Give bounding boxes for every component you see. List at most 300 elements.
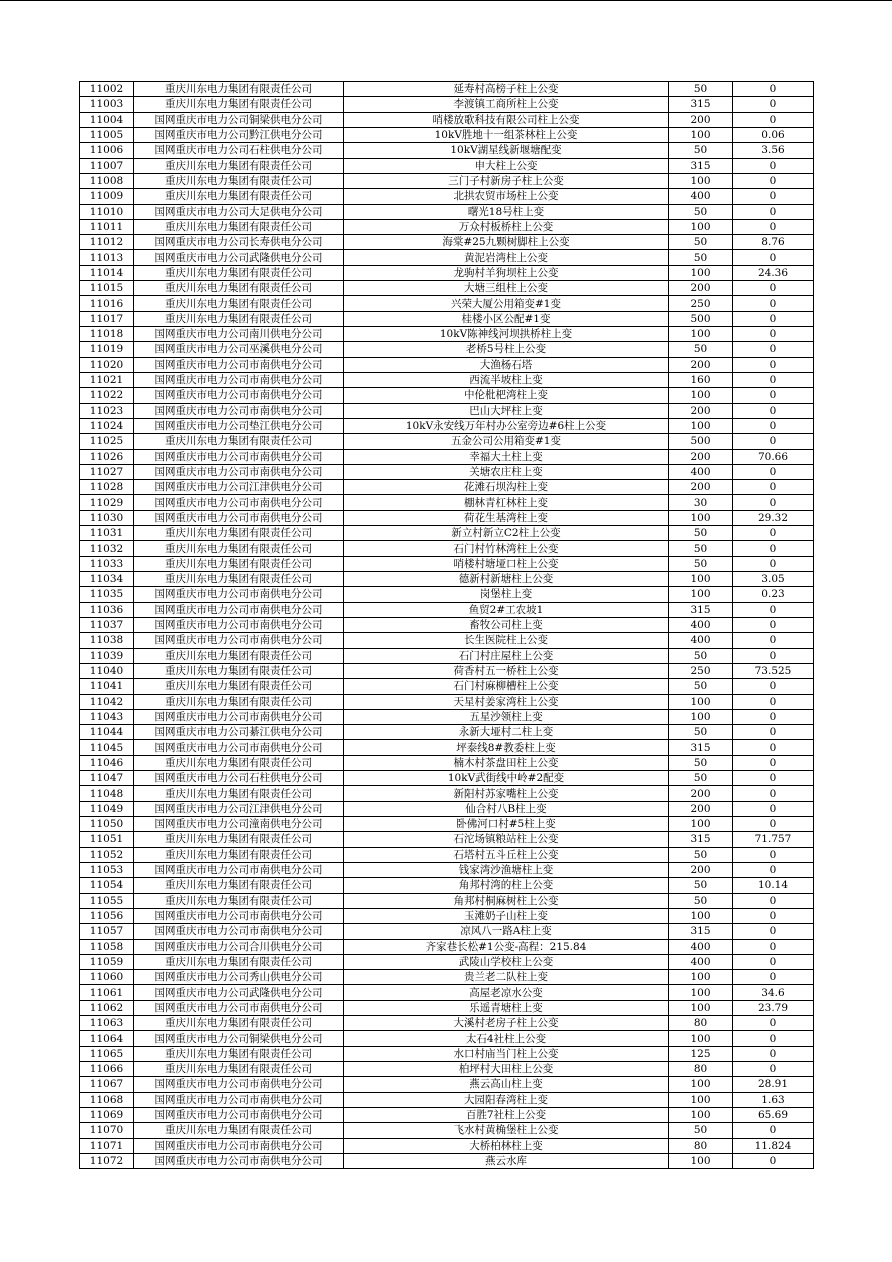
cell-transformer-name: 幸福大土柱上变 bbox=[344, 449, 669, 464]
cell-company: 重庆川东电力集团有限责任公司 bbox=[134, 281, 344, 296]
cell-company: 国网重庆市电力公司市南供电分公司 bbox=[134, 449, 344, 464]
cell-capacity: 200 bbox=[669, 480, 733, 495]
cell-capacity: 400 bbox=[669, 464, 733, 479]
cell-capacity: 315 bbox=[669, 740, 733, 755]
cell-value: 0 bbox=[733, 250, 814, 265]
cell-company: 国网重庆市电力公司市南供电分公司 bbox=[134, 1000, 344, 1015]
cell-id: 11057 bbox=[80, 924, 134, 939]
cell-capacity: 400 bbox=[669, 939, 733, 954]
table-row bbox=[80, 1092, 814, 1107]
cell-company: 国网重庆市电力公司巫溪供电分公司 bbox=[134, 342, 344, 357]
cell-transformer-name: 石门村麻柳槽柱上公变 bbox=[344, 679, 669, 694]
cell-value: 0 bbox=[733, 173, 814, 188]
cell-company: 重庆川东电力集团有限责任公司 bbox=[134, 755, 344, 770]
cell-capacity: 50 bbox=[669, 526, 733, 541]
cell-id: 11049 bbox=[80, 801, 134, 816]
cell-value: 0 bbox=[733, 725, 814, 740]
cell-capacity: 80 bbox=[669, 1062, 733, 1077]
cell-capacity: 160 bbox=[669, 372, 733, 387]
cell-value: 0 bbox=[733, 954, 814, 969]
cell-company: 国网重庆市电力公司合川供电分公司 bbox=[134, 939, 344, 954]
cell-company: 国网重庆市电力公司市南供电分公司 bbox=[134, 740, 344, 755]
cell-id: 11058 bbox=[80, 939, 134, 954]
cell-company: 国网重庆市电力公司武隆供电分公司 bbox=[134, 985, 344, 1000]
cell-capacity: 250 bbox=[669, 296, 733, 311]
table-row bbox=[80, 327, 814, 342]
cell-transformer-name: 天星村姜家湾柱上公变 bbox=[344, 694, 669, 709]
cell-id: 11052 bbox=[80, 847, 134, 862]
cell-capacity: 400 bbox=[669, 617, 733, 632]
cell-value: 29.32 bbox=[733, 510, 814, 525]
cell-id: 11035 bbox=[80, 587, 134, 602]
table-row bbox=[80, 924, 814, 939]
cell-company: 重庆川东电力集团有限责任公司 bbox=[134, 556, 344, 571]
cell-transformer-name: 鱼贸2#工农坡1 bbox=[344, 602, 669, 617]
cell-id: 11012 bbox=[80, 235, 134, 250]
table-row bbox=[80, 954, 814, 969]
cell-value: 0 bbox=[733, 1062, 814, 1077]
cell-value: 73.525 bbox=[733, 663, 814, 678]
table-row bbox=[80, 602, 814, 617]
cell-company: 国网重庆市电力公司秀山供电分公司 bbox=[134, 970, 344, 985]
cell-id: 11051 bbox=[80, 832, 134, 847]
cell-company: 国网重庆市电力公司石柱供电分公司 bbox=[134, 771, 344, 786]
cell-value: 0 bbox=[733, 541, 814, 556]
cell-company: 国网重庆市电力公司市南供电分公司 bbox=[134, 1153, 344, 1168]
cell-capacity: 315 bbox=[669, 924, 733, 939]
cell-value: 0 bbox=[733, 893, 814, 908]
cell-capacity: 50 bbox=[669, 1123, 733, 1138]
cell-company: 国网重庆市电力公司市南供电分公司 bbox=[134, 602, 344, 617]
table-row bbox=[80, 939, 814, 954]
cell-transformer-name: 武陵山学校柱上公变 bbox=[344, 954, 669, 969]
cell-value: 0 bbox=[733, 97, 814, 112]
cell-capacity: 50 bbox=[669, 204, 733, 219]
cell-company: 国网重庆市电力公司市南供电分公司 bbox=[134, 403, 344, 418]
cell-id: 11041 bbox=[80, 679, 134, 694]
cell-value: 0 bbox=[733, 847, 814, 862]
cell-company: 国网重庆市电力公司市南供电分公司 bbox=[134, 709, 344, 724]
cell-capacity: 100 bbox=[669, 572, 733, 587]
table-row bbox=[80, 1107, 814, 1122]
cell-id: 11007 bbox=[80, 158, 134, 173]
table-row bbox=[80, 1031, 814, 1046]
table-row bbox=[80, 1016, 814, 1031]
cell-transformer-name: 凉风八一路A柱上变 bbox=[344, 924, 669, 939]
cell-transformer-name: 五金公司公用箱变#1变 bbox=[344, 434, 669, 449]
cell-id: 11023 bbox=[80, 403, 134, 418]
cell-transformer-name: 柏坪村大田柱上公变 bbox=[344, 1062, 669, 1077]
cell-value: 65.69 bbox=[733, 1107, 814, 1122]
cell-company: 重庆川东电力集团有限责任公司 bbox=[134, 219, 344, 234]
cell-value: 0 bbox=[733, 908, 814, 923]
cell-capacity: 100 bbox=[669, 709, 733, 724]
table-row bbox=[80, 908, 814, 923]
cell-company: 国网重庆市电力公司铜梁供电分公司 bbox=[134, 112, 344, 127]
cell-company: 重庆川东电力集团有限责任公司 bbox=[134, 878, 344, 893]
cell-value: 0 bbox=[733, 372, 814, 387]
cell-company: 重庆川东电力集团有限责任公司 bbox=[134, 1016, 344, 1031]
cell-transformer-name: 花滩石坝沟柱上变 bbox=[344, 480, 669, 495]
cell-id: 11022 bbox=[80, 388, 134, 403]
table-row bbox=[80, 480, 814, 495]
cell-id: 11027 bbox=[80, 464, 134, 479]
cell-capacity: 50 bbox=[669, 893, 733, 908]
cell-id: 11026 bbox=[80, 449, 134, 464]
cell-value: 0 bbox=[733, 526, 814, 541]
cell-company: 重庆川东电力集团有限责任公司 bbox=[134, 572, 344, 587]
table-row bbox=[80, 434, 814, 449]
cell-value: 0 bbox=[733, 434, 814, 449]
cell-company: 国网重庆市电力公司市南供电分公司 bbox=[134, 495, 344, 510]
cell-capacity: 50 bbox=[669, 342, 733, 357]
cell-transformer-name: 高屋老凉水公变 bbox=[344, 985, 669, 1000]
cell-value: 0 bbox=[733, 112, 814, 127]
cell-capacity: 100 bbox=[669, 265, 733, 280]
cell-transformer-name: 西流半坡柱上变 bbox=[344, 372, 669, 387]
table-row bbox=[80, 143, 814, 158]
cell-id: 11037 bbox=[80, 617, 134, 632]
cell-value: 0 bbox=[733, 786, 814, 801]
cell-transformer-name: 太石4社柱上公变 bbox=[344, 1031, 669, 1046]
table-row bbox=[80, 801, 814, 816]
cell-id: 11006 bbox=[80, 143, 134, 158]
table-row bbox=[80, 1138, 814, 1153]
cell-company: 重庆川东电力集团有限责任公司 bbox=[134, 526, 344, 541]
cell-company: 国网重庆市电力公司石柱供电分公司 bbox=[134, 143, 344, 158]
cell-value: 0 bbox=[733, 602, 814, 617]
cell-transformer-name: 石塔村五斗丘柱上公变 bbox=[344, 847, 669, 862]
cell-id: 11065 bbox=[80, 1046, 134, 1061]
cell-value: 0 bbox=[733, 1046, 814, 1061]
cell-id: 11010 bbox=[80, 204, 134, 219]
cell-transformer-name: 桂楼小区公配#1变 bbox=[344, 311, 669, 326]
table-row bbox=[80, 862, 814, 877]
cell-id: 11046 bbox=[80, 755, 134, 770]
cell-transformer-name: 中伦枇杷湾柱上变 bbox=[344, 388, 669, 403]
cell-value: 24.36 bbox=[733, 265, 814, 280]
cell-capacity: 100 bbox=[669, 1107, 733, 1122]
cell-company: 国网重庆市电力公司铜梁供电分公司 bbox=[134, 1031, 344, 1046]
cell-value: 0 bbox=[733, 464, 814, 479]
cell-id: 11025 bbox=[80, 434, 134, 449]
cell-company: 重庆川东电力集团有限责任公司 bbox=[134, 954, 344, 969]
cell-capacity: 200 bbox=[669, 403, 733, 418]
cell-id: 11071 bbox=[80, 1138, 134, 1153]
cell-value: 0 bbox=[733, 281, 814, 296]
cell-capacity: 50 bbox=[669, 755, 733, 770]
cell-capacity: 50 bbox=[669, 82, 733, 97]
table-row bbox=[80, 893, 814, 908]
cell-capacity: 100 bbox=[669, 1092, 733, 1107]
cell-capacity: 50 bbox=[669, 143, 733, 158]
cell-transformer-name: 齐家巷长松#1公变-高程：215.84 bbox=[344, 939, 669, 954]
cell-transformer-name: 黄泥岩湾柱上公变 bbox=[344, 250, 669, 265]
cell-capacity: 100 bbox=[669, 970, 733, 985]
cell-company: 国网重庆市电力公司南川供电分公司 bbox=[134, 327, 344, 342]
cell-transformer-name: 燕云高山柱上变 bbox=[344, 1077, 669, 1092]
table-row bbox=[80, 189, 814, 204]
table-row bbox=[80, 817, 814, 832]
cell-transformer-name: 水口村庙当门柱上公变 bbox=[344, 1046, 669, 1061]
cell-id: 11059 bbox=[80, 954, 134, 969]
table-row bbox=[80, 572, 814, 587]
table-row bbox=[80, 847, 814, 862]
table-row bbox=[80, 1062, 814, 1077]
cell-id: 11004 bbox=[80, 112, 134, 127]
cell-capacity: 315 bbox=[669, 158, 733, 173]
cell-value: 3.56 bbox=[733, 143, 814, 158]
cell-value: 0 bbox=[733, 189, 814, 204]
cell-value: 1.63 bbox=[733, 1092, 814, 1107]
cell-company: 国网重庆市电力公司市南供电分公司 bbox=[134, 464, 344, 479]
cell-company: 国网重庆市电力公司黔江供电分公司 bbox=[134, 127, 344, 142]
table-row bbox=[80, 633, 814, 648]
cell-company: 重庆川东电力集团有限责任公司 bbox=[134, 1062, 344, 1077]
cell-value: 0 bbox=[733, 771, 814, 786]
table-row bbox=[80, 388, 814, 403]
table-row bbox=[80, 495, 814, 510]
table-row bbox=[80, 265, 814, 280]
cell-capacity: 315 bbox=[669, 602, 733, 617]
cell-value: 0 bbox=[733, 862, 814, 877]
cell-value: 0.06 bbox=[733, 127, 814, 142]
page-top-rule bbox=[0, 0, 892, 1]
cell-id: 11024 bbox=[80, 418, 134, 433]
cell-id: 11064 bbox=[80, 1031, 134, 1046]
cell-value: 0 bbox=[733, 740, 814, 755]
table-row bbox=[80, 372, 814, 387]
cell-transformer-name: 李渡镇工商所柱上公变 bbox=[344, 97, 669, 112]
cell-transformer-name: 角邦村桐麻树柱上公变 bbox=[344, 893, 669, 908]
cell-id: 11015 bbox=[80, 281, 134, 296]
cell-id: 11021 bbox=[80, 372, 134, 387]
cell-capacity: 100 bbox=[669, 817, 733, 832]
cell-company: 重庆川东电力集团有限责任公司 bbox=[134, 173, 344, 188]
cell-company: 国网重庆市电力公司潼南供电分公司 bbox=[134, 817, 344, 832]
cell-transformer-name: 北拱农贸市场柱上公变 bbox=[344, 189, 669, 204]
cell-value: 11.824 bbox=[733, 1138, 814, 1153]
cell-capacity: 100 bbox=[669, 1031, 733, 1046]
cell-company: 重庆川东电力集团有限责任公司 bbox=[134, 311, 344, 326]
cell-value: 0.23 bbox=[733, 587, 814, 602]
cell-transformer-name: 新阳村苏家嘴柱上公变 bbox=[344, 786, 669, 801]
cell-capacity: 400 bbox=[669, 954, 733, 969]
cell-capacity: 100 bbox=[669, 327, 733, 342]
cell-capacity: 315 bbox=[669, 832, 733, 847]
cell-transformer-name: 新立村新立C2柱上公变 bbox=[344, 526, 669, 541]
cell-company: 重庆川东电力集团有限责任公司 bbox=[134, 847, 344, 862]
table-row bbox=[80, 556, 814, 571]
cell-company: 国网重庆市电力公司綦江供电分公司 bbox=[134, 725, 344, 740]
cell-company: 重庆川东电力集团有限责任公司 bbox=[134, 1046, 344, 1061]
cell-capacity: 100 bbox=[669, 219, 733, 234]
cell-transformer-name: 百胜7社柱上公变 bbox=[344, 1107, 669, 1122]
cell-value: 0 bbox=[733, 82, 814, 97]
cell-id: 11060 bbox=[80, 970, 134, 985]
cell-id: 11009 bbox=[80, 189, 134, 204]
cell-company: 国网重庆市电力公司垫江供电分公司 bbox=[134, 418, 344, 433]
cell-transformer-name: 玉滩奶子山柱上变 bbox=[344, 908, 669, 923]
cell-value: 0 bbox=[733, 1123, 814, 1138]
table-row bbox=[80, 1153, 814, 1168]
cell-id: 11045 bbox=[80, 740, 134, 755]
cell-company: 国网重庆市电力公司市南供电分公司 bbox=[134, 1138, 344, 1153]
cell-id: 11038 bbox=[80, 633, 134, 648]
cell-value: 0 bbox=[733, 801, 814, 816]
cell-capacity: 80 bbox=[669, 1138, 733, 1153]
cell-id: 11055 bbox=[80, 893, 134, 908]
cell-transformer-name: 石门村竹林湾柱上公变 bbox=[344, 541, 669, 556]
cell-id: 11053 bbox=[80, 862, 134, 877]
table-row bbox=[80, 235, 814, 250]
cell-company: 重庆川东电力集团有限责任公司 bbox=[134, 296, 344, 311]
cell-value: 0 bbox=[733, 204, 814, 219]
cell-transformer-name: 卧佛河口村#5柱上变 bbox=[344, 817, 669, 832]
cell-company: 国网重庆市电力公司市南供电分公司 bbox=[134, 1107, 344, 1122]
cell-company: 重庆川东电力集团有限责任公司 bbox=[134, 786, 344, 801]
cell-id: 11003 bbox=[80, 97, 134, 112]
cell-value: 10.14 bbox=[733, 878, 814, 893]
cell-capacity: 80 bbox=[669, 1016, 733, 1031]
table-row bbox=[80, 158, 814, 173]
table-row bbox=[80, 709, 814, 724]
cell-transformer-name: 巴山大坪柱上变 bbox=[344, 403, 669, 418]
cell-value: 0 bbox=[733, 1031, 814, 1046]
cell-id: 11011 bbox=[80, 219, 134, 234]
cell-value: 0 bbox=[733, 556, 814, 571]
cell-capacity: 500 bbox=[669, 434, 733, 449]
cell-capacity: 50 bbox=[669, 679, 733, 694]
cell-id: 11005 bbox=[80, 127, 134, 142]
cell-capacity: 50 bbox=[669, 771, 733, 786]
table-row bbox=[80, 342, 814, 357]
cell-value: 0 bbox=[733, 924, 814, 939]
cell-capacity: 200 bbox=[669, 449, 733, 464]
table-row bbox=[80, 1000, 814, 1015]
table-row bbox=[80, 296, 814, 311]
cell-value: 0 bbox=[733, 403, 814, 418]
cell-value: 70.66 bbox=[733, 449, 814, 464]
cell-company: 国网重庆市电力公司市南供电分公司 bbox=[134, 372, 344, 387]
cell-company: 重庆川东电力集团有限责任公司 bbox=[134, 694, 344, 709]
cell-value: 0 bbox=[733, 633, 814, 648]
cell-capacity: 100 bbox=[669, 587, 733, 602]
transformer-table bbox=[79, 81, 814, 1169]
cell-company: 国网重庆市电力公司市南供电分公司 bbox=[134, 510, 344, 525]
cell-transformer-name: 10kV永安线万年村办公室旁边#6柱上公变 bbox=[344, 418, 669, 433]
cell-id: 11068 bbox=[80, 1092, 134, 1107]
table-row bbox=[80, 740, 814, 755]
cell-value: 0 bbox=[733, 342, 814, 357]
table-row bbox=[80, 985, 814, 1000]
cell-value: 8.76 bbox=[733, 235, 814, 250]
cell-value: 34.6 bbox=[733, 985, 814, 1000]
cell-transformer-name: 延寿村高榜子柱上公变 bbox=[344, 82, 669, 97]
cell-company: 重庆川东电力集团有限责任公司 bbox=[134, 189, 344, 204]
cell-id: 11069 bbox=[80, 1107, 134, 1122]
cell-value: 0 bbox=[733, 327, 814, 342]
cell-company: 重庆川东电力集团有限责任公司 bbox=[134, 832, 344, 847]
table-row bbox=[80, 112, 814, 127]
cell-value: 0 bbox=[733, 418, 814, 433]
table-row bbox=[80, 648, 814, 663]
cell-transformer-name: 燕云水库 bbox=[344, 1153, 669, 1168]
cell-transformer-name: 仙合村八B柱上变 bbox=[344, 801, 669, 816]
cell-capacity: 100 bbox=[669, 173, 733, 188]
cell-id: 11020 bbox=[80, 357, 134, 372]
cell-transformer-name: 10kV陈神线河坝拱桥柱上变 bbox=[344, 327, 669, 342]
cell-value: 0 bbox=[733, 755, 814, 770]
cell-transformer-name: 飞水村黄桷堡柱上公变 bbox=[344, 1123, 669, 1138]
cell-company: 重庆川东电力集团有限责任公司 bbox=[134, 265, 344, 280]
table-row bbox=[80, 219, 814, 234]
table-row bbox=[80, 771, 814, 786]
cell-transformer-name: 大溪村老房子柱上公变 bbox=[344, 1016, 669, 1031]
cell-transformer-name: 10kV胜地十一组茶林柱上公变 bbox=[344, 127, 669, 142]
cell-capacity: 500 bbox=[669, 311, 733, 326]
cell-capacity: 100 bbox=[669, 1000, 733, 1015]
cell-transformer-name: 石门村庄屋柱上公变 bbox=[344, 648, 669, 663]
cell-value: 0 bbox=[733, 617, 814, 632]
cell-transformer-name: 岗堡柱上变 bbox=[344, 587, 669, 602]
cell-capacity: 100 bbox=[669, 1077, 733, 1092]
cell-transformer-name: 石沱场镇粮站柱上公变 bbox=[344, 832, 669, 847]
cell-company: 重庆川东电力集团有限责任公司 bbox=[134, 541, 344, 556]
cell-id: 11029 bbox=[80, 495, 134, 510]
cell-company: 国网重庆市电力公司市南供电分公司 bbox=[134, 357, 344, 372]
cell-value: 0 bbox=[733, 296, 814, 311]
table-row bbox=[80, 1046, 814, 1061]
table-body bbox=[80, 82, 814, 1169]
cell-transformer-name: 永新大垭村二柱上变 bbox=[344, 725, 669, 740]
cell-capacity: 200 bbox=[669, 357, 733, 372]
cell-value: 3.05 bbox=[733, 572, 814, 587]
cell-capacity: 50 bbox=[669, 648, 733, 663]
cell-id: 11031 bbox=[80, 526, 134, 541]
cell-id: 11054 bbox=[80, 878, 134, 893]
table-row bbox=[80, 204, 814, 219]
cell-transformer-name: 五星沙领柱上变 bbox=[344, 709, 669, 724]
table-row bbox=[80, 541, 814, 556]
cell-transformer-name: 荷香村五一桥柱上公变 bbox=[344, 663, 669, 678]
cell-id: 11030 bbox=[80, 510, 134, 525]
cell-capacity: 50 bbox=[669, 878, 733, 893]
table-row bbox=[80, 311, 814, 326]
cell-company: 国网重庆市电力公司市南供电分公司 bbox=[134, 587, 344, 602]
cell-transformer-name: 10kV湖星线新堰塘配变 bbox=[344, 143, 669, 158]
table-row bbox=[80, 1123, 814, 1138]
cell-company: 重庆川东电力集团有限责任公司 bbox=[134, 82, 344, 97]
cell-transformer-name: 申大柱上公变 bbox=[344, 158, 669, 173]
table-row bbox=[80, 403, 814, 418]
cell-company: 国网重庆市电力公司大足供电分公司 bbox=[134, 204, 344, 219]
cell-id: 11048 bbox=[80, 786, 134, 801]
cell-company: 重庆川东电力集团有限责任公司 bbox=[134, 434, 344, 449]
cell-transformer-name: 大桥柏林柱上变 bbox=[344, 1138, 669, 1153]
cell-capacity: 200 bbox=[669, 801, 733, 816]
cell-value: 0 bbox=[733, 480, 814, 495]
cell-capacity: 100 bbox=[669, 694, 733, 709]
cell-capacity: 200 bbox=[669, 862, 733, 877]
cell-value: 71.757 bbox=[733, 832, 814, 847]
cell-id: 11040 bbox=[80, 663, 134, 678]
cell-company: 重庆川东电力集团有限责任公司 bbox=[134, 663, 344, 678]
cell-capacity: 100 bbox=[669, 388, 733, 403]
table-row bbox=[80, 82, 814, 97]
cell-value: 28.91 bbox=[733, 1077, 814, 1092]
cell-capacity: 100 bbox=[669, 1153, 733, 1168]
